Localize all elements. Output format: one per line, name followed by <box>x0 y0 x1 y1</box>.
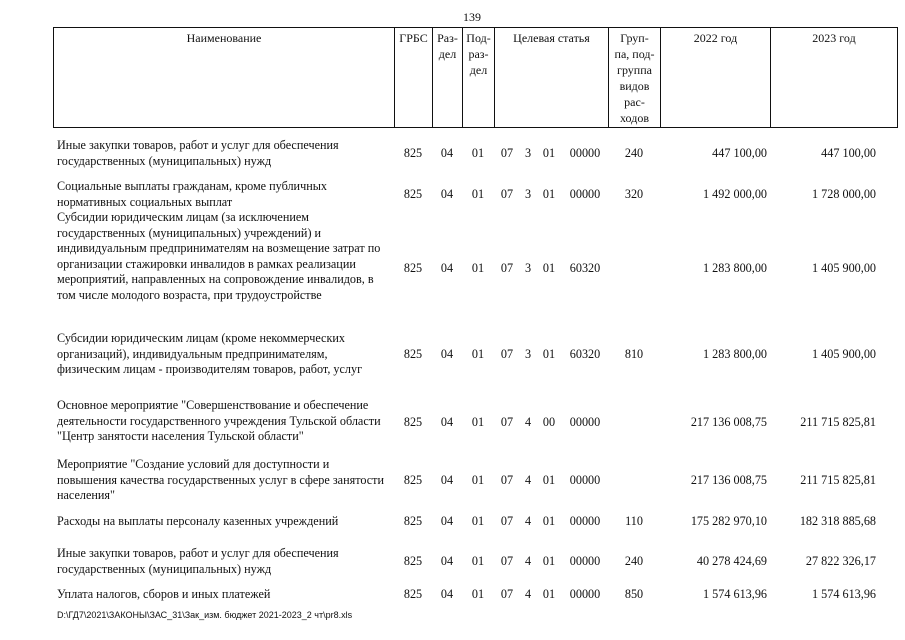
cell-2022: 1 283 800,00 <box>703 347 767 361</box>
cell-target-3: 00 <box>542 415 556 429</box>
header-group-line: группа <box>617 63 652 77</box>
header-expense-group <box>609 30 660 126</box>
cell-2022: 40 278 424,69 <box>696 554 767 568</box>
cell-2023: 1 405 900,00 <box>812 347 876 361</box>
cell-expense-group: 320 <box>624 187 644 201</box>
cell-target-1: 07 <box>500 554 514 568</box>
cell-podrazdel: 01 <box>471 146 485 160</box>
cell-podrazdel: 01 <box>471 415 485 429</box>
cell-expense-group: 850 <box>624 587 644 601</box>
cell-expense-group: 240 <box>624 146 644 160</box>
header-group-line: видов <box>619 79 650 93</box>
cell-2022: 1 574 613,96 <box>703 587 767 601</box>
cell-target-2: 4 <box>524 415 532 429</box>
cell-target-4: 00000 <box>569 146 601 160</box>
cell-target-4: 60320 <box>569 261 601 275</box>
cell-target-4: 00000 <box>569 187 601 201</box>
header-2023: 2023 год <box>812 31 856 45</box>
cell-target-2: 3 <box>524 146 532 160</box>
header-bottom-border <box>53 127 898 128</box>
cell-2022: 217 136 008,75 <box>690 415 767 429</box>
cell-target-2: 3 <box>524 347 532 361</box>
cell-target-1: 07 <box>500 587 514 601</box>
cell-target-1: 07 <box>500 146 514 160</box>
header-podrazdel <box>463 30 494 78</box>
cell-2022: 217 136 008,75 <box>690 473 767 487</box>
cell-grbs: 825 <box>403 415 423 429</box>
header-razdel-line: Раз- <box>437 31 458 45</box>
cell-grbs: 825 <box>403 473 423 487</box>
cell-target-2: 4 <box>524 473 532 487</box>
cell-podrazdel: 01 <box>471 587 485 601</box>
cell-2023: 1 728 000,00 <box>812 187 876 201</box>
cell-target-2: 4 <box>524 587 532 601</box>
cell-razdel: 04 <box>440 347 454 361</box>
cell-target-3: 01 <box>542 261 556 275</box>
header-razdel <box>433 30 462 62</box>
cell-target-4: 00000 <box>569 514 601 528</box>
header-grbs: ГРБС <box>399 31 428 45</box>
cell-target-2: 3 <box>524 187 532 201</box>
cell-target-3: 01 <box>542 514 556 528</box>
row-name: Мероприятие "Создание условий для доступности и повышения качества государственных услуг в сфере занятости населения" <box>57 457 385 502</box>
row-name: Расходы на выплаты персоналу казенных учреждений <box>57 514 339 528</box>
cell-2023: 211 715 825,81 <box>800 415 876 429</box>
row-name: Иные закупки товаров, работ и услуг для обеспечения государственных (муниципальных) нужд <box>57 546 339 576</box>
cell-podrazdel: 01 <box>471 514 485 528</box>
row-name: Иные закупки товаров, работ и услуг для обеспечения государственных (муниципальных) нужд <box>57 138 339 168</box>
cell-grbs: 825 <box>403 187 423 201</box>
cell-2023: 447 100,00 <box>821 146 876 160</box>
cell-target-4: 00000 <box>569 554 601 568</box>
cell-2023: 182 318 885,68 <box>799 514 876 528</box>
header-razdel-line: дел <box>438 47 457 61</box>
header-name: Наименование <box>186 31 262 45</box>
header-podrazdel-line: дел <box>469 63 488 77</box>
cell-target-4: 00000 <box>569 473 601 487</box>
file-path-footer: D:\ГД7\2021\ЗАКОНЫ\ЗАС_31\Зак_изм. бюджет 2021-2023_2 чт\pr8.xls <box>57 610 353 620</box>
row-name: Основное мероприятие "Совершенствование и обеспечение деятельности государственного учреждения Тульской области "Центр занятости населения Тульской области" <box>57 398 381 443</box>
header-podrazdel-line: раз- <box>468 47 489 61</box>
cell-target-1: 07 <box>500 514 514 528</box>
cell-target-1: 07 <box>500 473 514 487</box>
cell-podrazdel: 01 <box>471 473 485 487</box>
cell-target-4: 00000 <box>569 587 601 601</box>
header-group-line: рас- <box>624 95 645 109</box>
header-group-line: ходов <box>620 111 649 125</box>
cell-podrazdel: 01 <box>471 261 485 275</box>
cell-target-3: 01 <box>542 473 556 487</box>
row-name: Субсидии юридическим лицам (за исключением государственных (муниципальных) учреждений) и индивидуальным предпринимателям на возмещение затрат по организации стажировки инвалидов в рамках реализации мероприятий, направленных на сопровождение инвалидов, в том числе молодого возраста, при трудоустройстве <box>57 210 381 302</box>
cell-2023: 1 574 613,96 <box>812 587 876 601</box>
cell-podrazdel: 01 <box>471 347 485 361</box>
cell-grbs: 825 <box>403 514 423 528</box>
cell-target-3: 01 <box>542 187 556 201</box>
cell-2022: 447 100,00 <box>712 146 767 160</box>
header-group-line: па, под- <box>614 47 655 61</box>
header-target-article: Целевая статья <box>513 31 590 45</box>
cell-2022: 175 282 970,10 <box>690 514 767 528</box>
cell-target-4: 60320 <box>569 347 601 361</box>
cell-podrazdel: 01 <box>471 554 485 568</box>
header-group-line: Груп- <box>620 31 649 45</box>
page-number: 139 <box>463 10 481 24</box>
cell-target-2: 4 <box>524 554 532 568</box>
row-name: Уплата налогов, сборов и иных платежей <box>57 587 271 601</box>
cell-razdel: 04 <box>440 146 454 160</box>
cell-razdel: 04 <box>440 415 454 429</box>
cell-expense-group: 240 <box>624 554 644 568</box>
cell-expense-group: 810 <box>624 347 644 361</box>
cell-razdel: 04 <box>440 261 454 275</box>
cell-target-4: 00000 <box>569 415 601 429</box>
cell-2023: 27 822 326,17 <box>805 554 876 568</box>
header-top-border <box>53 27 898 28</box>
cell-grbs: 825 <box>403 261 423 275</box>
header-podrazdel-line: Под- <box>466 31 491 45</box>
cell-target-3: 01 <box>542 587 556 601</box>
cell-target-1: 07 <box>500 187 514 201</box>
cell-2022: 1 283 800,00 <box>703 261 767 275</box>
cell-razdel: 04 <box>440 514 454 528</box>
cell-target-2: 3 <box>524 261 532 275</box>
cell-razdel: 04 <box>440 554 454 568</box>
cell-razdel: 04 <box>440 587 454 601</box>
cell-grbs: 825 <box>403 587 423 601</box>
cell-target-2: 4 <box>524 514 532 528</box>
cell-2022: 1 492 000,00 <box>703 187 767 201</box>
cell-razdel: 04 <box>440 473 454 487</box>
cell-target-3: 01 <box>542 554 556 568</box>
cell-grbs: 825 <box>403 554 423 568</box>
header-divider <box>897 27 898 128</box>
cell-podrazdel: 01 <box>471 187 485 201</box>
cell-razdel: 04 <box>440 187 454 201</box>
cell-target-1: 07 <box>500 415 514 429</box>
cell-target-1: 07 <box>500 261 514 275</box>
row-name: Социальные выплаты гражданам, кроме публичных нормативных социальных выплат <box>57 179 327 209</box>
cell-grbs: 825 <box>403 347 423 361</box>
cell-2023: 211 715 825,81 <box>800 473 876 487</box>
cell-target-3: 01 <box>542 347 556 361</box>
header-2022: 2022 год <box>693 31 738 45</box>
row-name: Субсидии юридическим лицам (кроме некоммерческих организаций), индивидуальным предпринимателям, физическим лицам - производителям товаров, работ, услуг <box>57 331 363 376</box>
cell-target-1: 07 <box>500 347 514 361</box>
cell-2023: 1 405 900,00 <box>812 261 876 275</box>
cell-grbs: 825 <box>403 146 423 160</box>
cell-expense-group: 110 <box>625 514 643 528</box>
cell-target-3: 01 <box>542 146 556 160</box>
